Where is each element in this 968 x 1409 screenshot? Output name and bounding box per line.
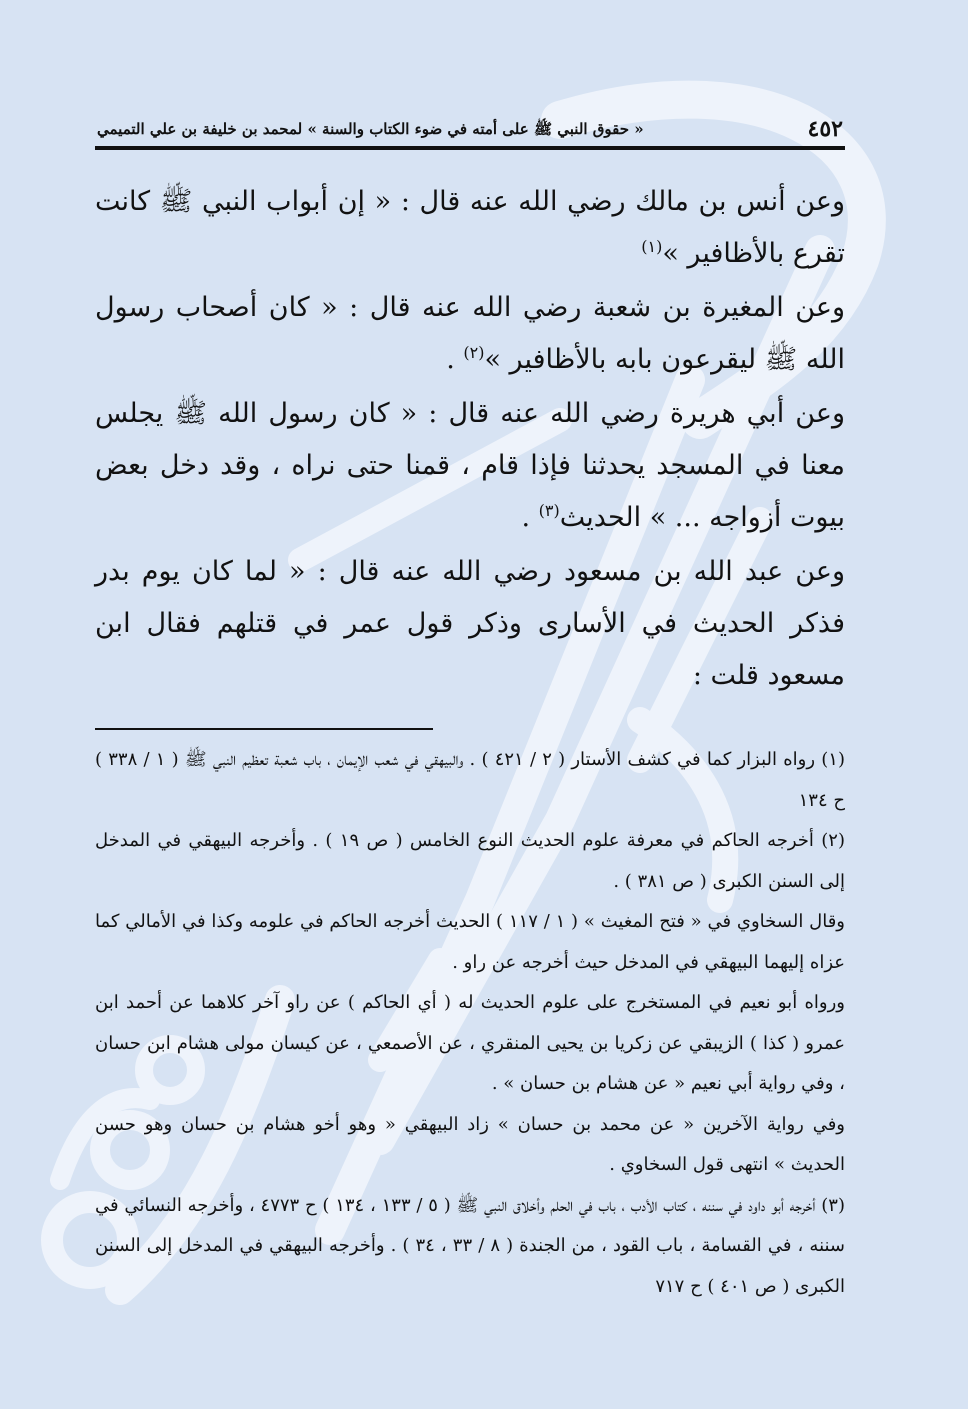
paragraph-end: .: [446, 344, 464, 375]
footnote-ref-2[interactable]: (٢): [463, 343, 485, 362]
footnote-2: (٢) أخرجه الحاكم في معرفة علوم الحديث النوع الخامس ( ص ١٩ ) . وأخرجه البيهقي في المدخل إلى السنن الكبرى ( ص ٣٨١ ) .: [95, 830, 845, 892]
page-number: ٤٥٢: [807, 116, 843, 142]
paragraph-abu-hurayra: [95, 388, 845, 544]
paragraph-text: وعن المغيرة بن شعبة رضي الله عنه قال : « كان أصحاب رسول الله ﷺ ليقرعون بابه بالأظافير »: [95, 292, 845, 375]
page-header: [95, 110, 845, 150]
book-page: [95, 110, 845, 1300]
paragraph-text: وعن أنس بن مالك رضي الله عنه قال : « إن أبواب النبي ﷺ كانت تقرع بالأظافير »: [95, 186, 845, 269]
paragraph-anas: [95, 176, 845, 280]
footnotes: [95, 740, 845, 1307]
paragraph-text: وعن عبد الله بن مسعود رضي الله عنه قال : « لما كان يوم بدر فذكر الحديث في الأسارى وذكر قول عمر في قتلهم فقال ابن مسعود قلت :: [95, 556, 845, 691]
footnote-3: (٣) أخرجه أبو داود في سننه ، كتاب الأدب ، باب في الحلم وأخلاق النبي ﷺ ( ٥ / ١٣٣ ، ١٣٤ ) ح ٤٧٧٣ ، وأخرجه النسائي في سننه ، في القسامة ، باب القود ، من الجندة ( ٨ / ٣٣ ، ٣٤ ) . وأخرجه البيهقي في المدخل إلى السنن الكبرى ( ص ٤٠١ ) ح ٧١٧: [95, 1194, 846, 1297]
footnote-1: (١) رواه البزار كما في كشف الأستار ( ٢ / ٤٢١ ) . والبيهقي في شعب الإيمان ، باب شعبة تعظيم النبي ﷺ ( ١ / ٣٣٨ ) ح ١٣٤: [95, 749, 845, 811]
footnote-2-continuation: ورواه أبو نعيم في المستخرج على علوم الحديث له ( أي الحاكم ) عن راو آخر كلاهما عن أحمد ابن عمرو ( كذا ) الزيبقي عن زكريا بن يحيى المنقري ، عن الأصمعي ، عن كيسان مولى هشام ابن حسان ، وفي رواية أبي نعيم « عن هشام بن حسان » .: [95, 992, 845, 1094]
paragraph-text: وعن أبي هريرة رضي الله عنه قال : « كان رسول الله ﷺ يجلس معنا في المسجد يحدثنا فإذا قام ، قمنا حتى نراه ، وقد دخل بعض بيوت أزواجه ... » الحديث: [95, 398, 845, 533]
paragraph-mughira: [95, 282, 845, 386]
running-title: « حقوق النبي ﷺ على أمته في ضوء الكتاب والسنة » لمحمد بن خليفة بن علي التميمي: [97, 120, 644, 138]
paragraph-ibn-masud: [95, 546, 845, 702]
footnote-ref-1[interactable]: (١): [641, 237, 663, 256]
paragraph-end: .: [521, 502, 539, 533]
footnote-2-continuation: وقال السخاوي في « فتح المغيث » ( ١ / ١١٧ ) الحديث أخرجه الحاكم في علومه وكذا في الأمالي كما عزاه إليهما البيهقي في المدخل حيث أخرجه عن راو .: [95, 911, 845, 973]
main-text: [95, 176, 845, 702]
footnote-ref-3[interactable]: (٣): [538, 501, 560, 520]
footnote-2-continuation: وفي رواية الآخرين « عن محمد بن حسان » زاد البيهقي « وهو أخو هشام بن حسان وهو حسن الحديث » انتهى قول السخاوي .: [95, 1113, 845, 1175]
footnote-separator: [95, 728, 433, 730]
